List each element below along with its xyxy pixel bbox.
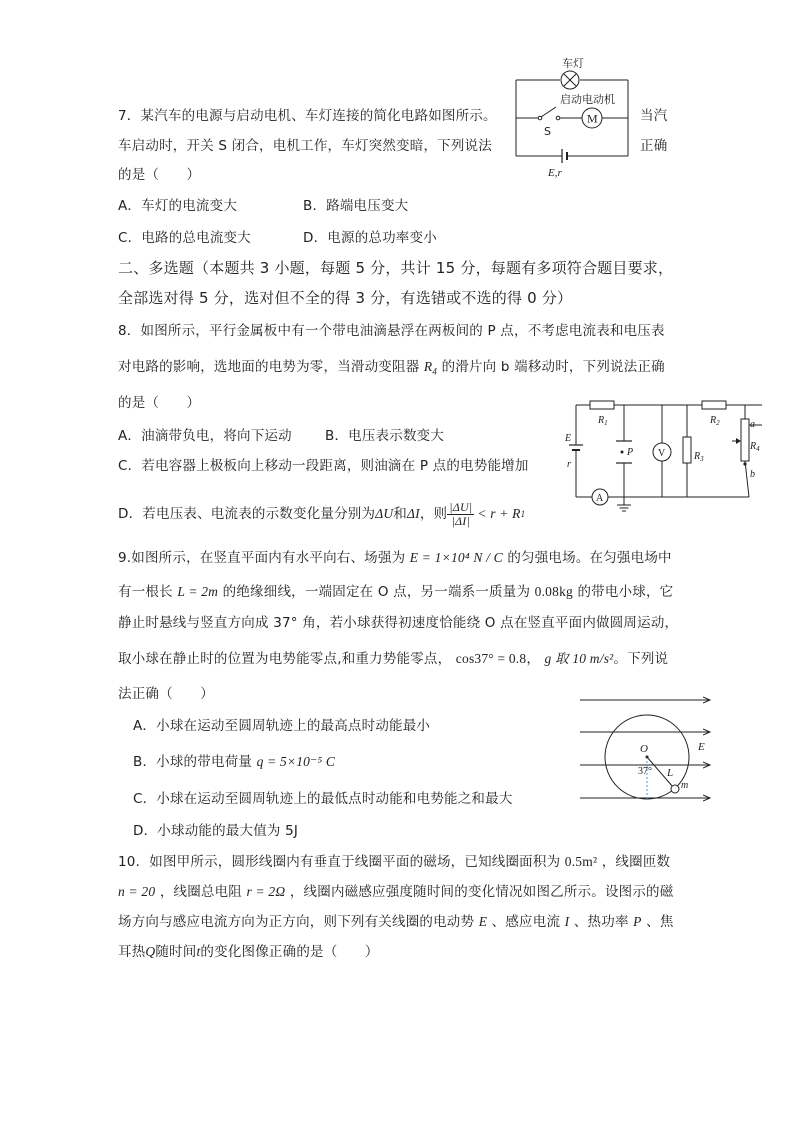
q10-q: Q [145,944,156,959]
lamp-label: 车灯 [562,57,584,70]
oil-drop [621,451,624,454]
q8-line3: 的是（ ） [118,395,201,411]
q9-line4 [118,650,668,668]
q7-line1-right: 当汽 [640,108,668,124]
q9-line2-a: 有一根长 [118,584,173,600]
q8-option-d-tail: < r + R [477,506,521,521]
r4-resistor [741,419,749,461]
q10-line2-b: ，线圈内磁感应强度随时间的变化情况如图乙所示。设图示的磁 [289,884,674,900]
q8-option-c: C．若电容器上极板向上移动一段距离，则油滴在 P 点的电势能增加 [118,458,529,474]
r2-resistor [702,401,726,409]
svg-text:A: A [596,493,604,504]
q10-line1-a: 10．如图甲所示，圆形线圈内有垂直于线圈平面的磁场，已知线圈面积为 [118,854,561,870]
q7-line2: 车启动时，开关 S 闭合，电机工作，车灯突然变暗，下列说法 [118,138,492,154]
q9-option-c: C．小球在运动至圆周轨迹上的最低点时动能和电势能之和最大 [133,791,513,807]
e-label: E [698,741,705,753]
q8-option-d-di: ΔI [406,506,420,521]
q8-r4: R [423,359,433,374]
q8-line1: 8．如图所示，平行金属板中有一个带电油滴悬浮在两板间的 P 点，不考虑电流表和电压表 [118,323,665,339]
q10-line3-d: 、焦 [646,914,674,930]
internal-r-label: r [567,459,571,470]
q10-i: I [564,914,570,929]
voltmeter-icon [653,443,671,461]
q10-line2-a: ，线圈总电阻 [159,884,243,900]
q7-circuit-diagram [510,55,650,180]
q9-line3: 静止时悬线与竖直方向成 37° 角，若小球获得初速度恰能绕 O 点在竖直平面内做圆周运动， [118,615,679,631]
q9-line2 [118,583,673,601]
q7-option-d: D．电源的总功率变小 [303,230,437,246]
q10-t: t [196,944,201,959]
q8-option-d-fraction [447,501,474,528]
p-label: P [627,447,634,458]
q9-field-diagram [578,692,718,807]
q9-length: L = 2m [177,584,219,599]
battery-icon [569,445,583,450]
q7-option-b: B．路端电压变大 [303,198,409,214]
q9-line2-c: 的带电小球，它 [577,584,674,600]
q10-line3-c: 、热功率 [573,914,629,930]
q8-option-d-a: D．若电压表、电流表的示数变化量分别为 [118,506,376,522]
q8-option-d-and: 和 [393,506,407,522]
q10-resistance: r = 2Ω [246,884,286,899]
q8-option-d-sub: 1 [520,509,526,519]
q9-line1-a: 9.如图所示，在竖直平面内有水平向右、场强为 [118,550,406,566]
q8-circuit-diagram [562,397,762,517]
q8-option-d [118,494,525,534]
m-label: m [681,780,689,791]
q8-r4-sub: 4 [432,366,438,377]
q10-line3-b: 、感应电流 [491,914,561,930]
frac-denominator: |ΔI| [451,513,470,528]
q10-p: P [633,914,642,929]
q7-option-c: C．电路的总电流变大 [118,230,251,246]
q9-option-b [133,753,335,771]
q8-option-b: B．电压表示数变大 [325,428,445,444]
q9-g: g 取 10 m/s² [544,651,614,666]
q10-line1-b: ，线圈匝数 [601,854,671,870]
section2-header-line1: 二、多选题（本题共 3 小题，每题 5 分，共计 15 分，每题有多项符合题目要求， [118,259,674,277]
q9-charge: q = 5×10⁻⁵ C [256,754,336,769]
r4-label: $R_4$ [750,441,760,453]
q7-line2-right: 正确 [640,138,668,154]
q7-line1: 7．某汽车的电源与启动电机、车灯连接的简化电路如图所示。 [118,108,497,124]
r2-label: $R_2$ [710,415,720,427]
r1-label: $R_1$ [598,415,608,427]
r1-resistor [590,401,614,409]
q10-line4-c: 的变化图像正确的是（ ） [200,944,379,960]
motor-label: 启动电动机 [560,93,615,106]
svg-text:V: V [658,448,666,459]
motor-symbol: M [587,111,598,126]
q9-line5: 法正确（ ） [118,686,214,702]
q7-line3: 的是（ ） [118,167,201,183]
emf-label: E [565,433,572,444]
r3-resistor [683,437,691,463]
angle-label: 37° [638,766,652,777]
q9-field-strength: E = 1×10⁴ N / C [409,550,503,565]
q9-cos: cos37° = 0.8， [455,651,541,666]
b-label: b [750,469,755,480]
frac-numerator: |ΔU| [449,499,473,514]
lamp-icon [561,71,579,89]
q10-area: 0.5m² [564,854,598,869]
q9-option-d: D．小球动能的最大值为 5J [133,823,299,839]
q8-line2-a: 对电路的影响，选地面的电势为零，当滑动变阻器 [118,359,420,375]
l-label: L [667,767,674,779]
q10-line3 [118,913,674,931]
q8-line2 [118,358,665,381]
q10-line4-a: 耳热 [118,944,146,960]
q9-mass: 0.08kg [534,584,573,599]
ball [671,785,679,793]
motor-icon [582,108,602,128]
q10-line1 [118,853,670,871]
q9-line2-b: 的绝缘细线，一端固定在 O 点，另一端系一质量为 [222,584,531,600]
q8-option-d-du: ΔU [375,506,394,521]
q9-option-b-a: B．小球的带电荷量 [133,754,253,770]
ground-icon [617,497,631,511]
q10-line4 [118,943,379,961]
q10-e: E [478,914,488,929]
q9-option-a: A．小球在运动至圆周轨迹上的最高点时动能最小 [133,718,431,734]
q7-option-a: A．车灯的电流变大 [118,198,238,214]
switch-label: S [544,125,551,138]
q10-line4-b: 随时间 [155,944,197,960]
q10-line3-a: 场方向与感应电流方向为正方向，则下列有关线圈的电动势 [118,914,475,930]
q9-line1-b: 的匀强电场。在匀强电场中 [507,550,672,566]
q10-turns: n = 20 [118,884,156,899]
q10-line2 [118,883,673,901]
source-label: E,r [548,167,562,179]
a-label: a [750,419,755,430]
battery-icon [562,149,567,163]
q8-line2-b: 的滑片向 b 端移动时，下列说法正确 [441,359,665,375]
o-label: O [640,743,648,755]
q9-line1 [118,549,672,567]
section2-header-line2: 全部选对得 5 分，选对但不全的得 3 分，有选错或不选的得 0 分） [118,289,573,307]
q8-option-a: A．油滴带负电，将向下运动 [118,428,292,444]
r3-label: $R_3$ [694,451,704,463]
q9-line4-a: 取小球在静止时的位置为电势能零点,和重力势能零点， [118,651,452,667]
switch-icon [538,107,560,120]
q9-line4-b: 。下列说 [613,651,669,667]
ammeter-icon [592,489,608,505]
q8-option-d-then: ，则 [419,506,448,522]
